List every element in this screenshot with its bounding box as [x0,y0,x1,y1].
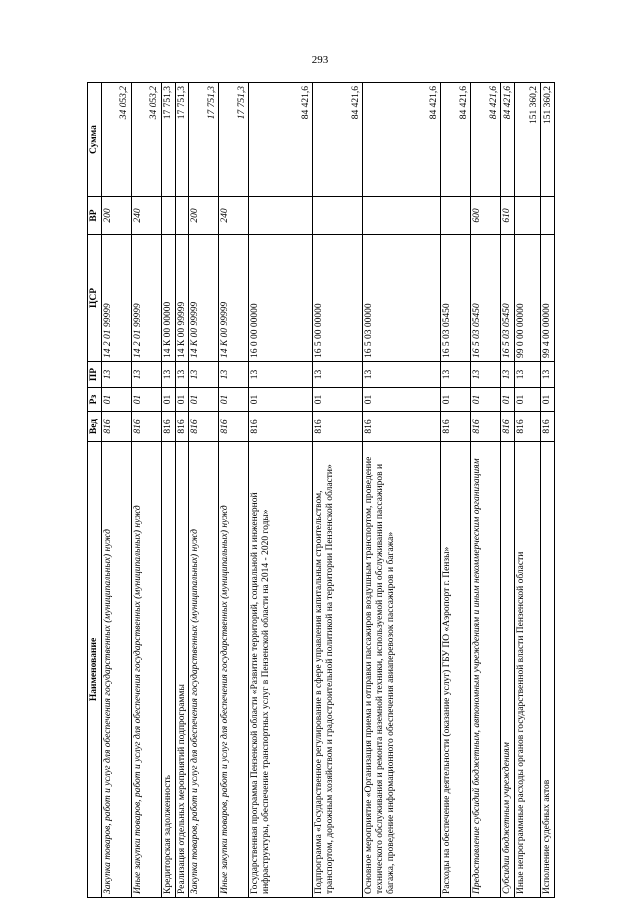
cell-rz: 01 [175,388,189,412]
cell-csr: 16 5 00 00000 [313,235,363,362]
cell-vr [541,197,555,235]
cell-ved: 816 [189,412,219,442]
cell-vr [515,197,541,235]
page-number: 293 [311,54,329,66]
header-pr: ПР [88,362,102,388]
table-row [132,83,162,898]
cell-name: Закупка товаров, работ и услуг для обеспечения государственных (муниципальных) нужд [102,442,132,898]
cell-sum: 151 360,2 [515,83,541,197]
header-name: Наименование [88,442,102,898]
cell-name: Исполнение судебных актов [541,442,555,898]
cell-pr: 13 [441,362,471,388]
cell-csr: 14 2 01 99999 [132,235,162,362]
cell-sum: 84 421,6 [471,83,501,197]
budget-table [87,82,555,898]
table-row [441,83,471,898]
cell-vr: 240 [219,197,249,235]
cell-sum: 17 751,3 [162,83,176,197]
cell-rz: 01 [132,388,162,412]
cell-ved: 816 [219,412,249,442]
cell-vr [441,197,471,235]
table-row [189,83,219,898]
cell-ved: 816 [363,412,441,442]
cell-rz: 01 [102,388,132,412]
cell-name: Закупка товаров, работ и услуг для обеспечения государственных (муниципальных) нужд [189,442,219,898]
cell-ved: 816 [441,412,471,442]
cell-ved: 816 [515,412,541,442]
table-row [102,83,132,898]
cell-pr: 13 [363,362,441,388]
cell-rz: 01 [501,388,515,412]
table-row [515,83,541,898]
cell-ved: 816 [162,412,176,442]
header-rz: Рз [88,388,102,412]
cell-vr: 200 [102,197,132,235]
cell-sum: 17 751,3 [189,83,219,197]
table-row [175,83,189,898]
cell-sum: 84 421,6 [441,83,471,197]
cell-csr: 16 5 03 05450 [441,235,471,362]
cell-ved: 816 [175,412,189,442]
rotated-table-wrapper [87,83,553,898]
cell-pr: 13 [515,362,541,388]
cell-pr: 13 [189,362,219,388]
cell-pr: 13 [132,362,162,388]
cell-name: Кредиторская задолженность [162,442,176,898]
cell-name: Иные закупки товаров, работ и услуг для обеспечения государственных (муниципальных) нужд [132,442,162,898]
cell-csr: 14 2 01 99999 [102,235,132,362]
table-row [249,83,313,898]
header-sum: Сумма [88,83,102,197]
table-row [313,83,363,898]
cell-pr: 13 [102,362,132,388]
cell-name: Основное мероприятие «Организация приема и отправки пассажиров воздушным транспортом, проведение технического обслуживания и ремонта наземной техники, используемой при обслуживании пассажиров и багажа, проведение информационного обеспечения авиаперевозок пассажиров и багажа» [363,442,441,898]
cell-pr: 13 [249,362,313,388]
cell-ved: 816 [541,412,555,442]
cell-vr: 200 [189,197,219,235]
cell-csr: 14 К 00 00000 [162,235,176,362]
cell-pr: 13 [541,362,555,388]
cell-rz: 01 [541,388,555,412]
header-ved: Вед [88,412,102,442]
cell-csr: 14 К 00 99999 [219,235,249,362]
cell-ved: 816 [313,412,363,442]
cell-rz: 01 [471,388,501,412]
cell-pr: 13 [471,362,501,388]
cell-vr [162,197,176,235]
cell-name: Иные закупки товаров, работ и услуг для обеспечения государственных (муниципальных) нужд [219,442,249,898]
cell-sum: 84 421,6 [363,83,441,197]
table-row [219,83,249,898]
cell-csr: 16 5 03 00000 [363,235,441,362]
cell-sum: 84 421,6 [501,83,515,197]
cell-vr [249,197,313,235]
cell-name: Подпрограмма «Государственное регулирование в сфере управления капитальным строительством, транспортом, дорожным хозяйством и градостроительной политикой на территории Пензенской области» [313,442,363,898]
cell-ved: 816 [501,412,515,442]
header-vr: ВР [88,197,102,235]
cell-name: Иные непрограммные расходы органов государственной власти Пензенской области [515,442,541,898]
cell-rz: 01 [162,388,176,412]
cell-sum: 84 421,6 [313,83,363,197]
cell-vr: 610 [501,197,515,235]
cell-rz: 01 [441,388,471,412]
cell-csr: 99 0 00 00000 [515,235,541,362]
cell-name: Государственная программа Пензенской области «Развитие территорий, социальной и инженерной инфраструктуры, обеспечение транспортных услуг в Пензенской области на 2014 - 2020 годы» [249,442,313,898]
table-row [363,83,441,898]
cell-rz: 01 [363,388,441,412]
table-row [541,83,555,898]
cell-name: Субсидии бюджетным учреждениям [501,442,515,898]
cell-pr: 13 [219,362,249,388]
cell-name: Реализация отдельных мероприятий подпрограммы [175,442,189,898]
cell-sum: 17 751,3 [175,83,189,197]
cell-ved: 816 [471,412,501,442]
cell-name: Предоставление субсидий бюджетным, автономным учреждениям и иным некоммерческим организациям [471,442,501,898]
cell-sum: 34 053,2 [132,83,162,197]
cell-ved: 816 [102,412,132,442]
table-row [471,83,501,898]
cell-vr [363,197,441,235]
cell-vr: 600 [471,197,501,235]
cell-csr: 99 4 00 00000 [541,235,555,362]
cell-rz: 01 [515,388,541,412]
cell-sum: 34 053,2 [102,83,132,197]
table-row [162,83,176,898]
cell-csr: 14 К 00 99999 [175,235,189,362]
cell-vr [313,197,363,235]
cell-ved: 816 [249,412,313,442]
cell-csr: 16 0 00 00000 [249,235,313,362]
cell-rz: 01 [189,388,219,412]
cell-pr: 13 [501,362,515,388]
cell-pr: 13 [175,362,189,388]
cell-rz: 01 [249,388,313,412]
cell-ved: 816 [132,412,162,442]
cell-sum: 84 421,6 [249,83,313,197]
cell-csr: 14 К 00 99999 [189,235,219,362]
cell-name: Расходы на обеспечение деятельности (оказание услуг) ГБУ ПО «Аэропорт г. Пензы» [441,442,471,898]
cell-rz: 01 [219,388,249,412]
cell-pr: 13 [313,362,363,388]
cell-csr: 16 5 03 05450 [471,235,501,362]
cell-sum: 151 360,2 [541,83,555,197]
cell-pr: 13 [162,362,176,388]
cell-vr [175,197,189,235]
header-csr: ЦСР [88,235,102,362]
cell-rz: 01 [313,388,363,412]
cell-sum: 17 751,3 [219,83,249,197]
cell-csr: 16 5 03 05450 [501,235,515,362]
table-header-row [88,83,102,898]
cell-vr: 240 [132,197,162,235]
table-row [501,83,515,898]
